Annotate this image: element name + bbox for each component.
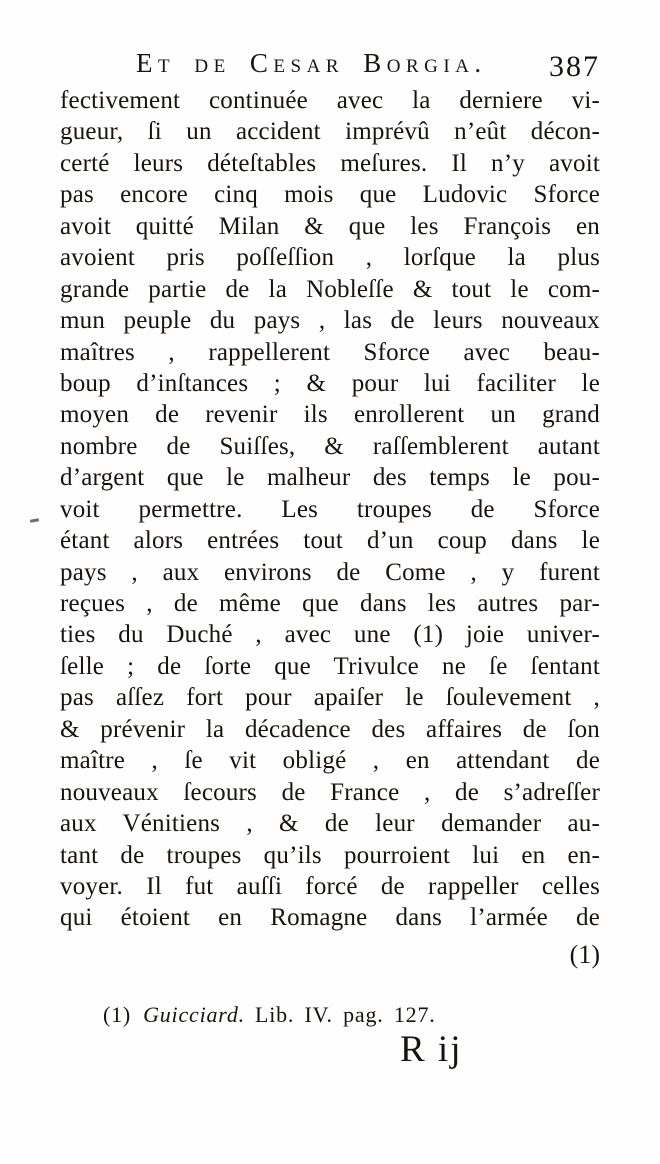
text-line: ties du Duché , avec une (1) joie univer- [60,621,600,649]
footnote-citation: Lib. IV. pag. 127. [254,1002,436,1027]
text-line: qui étoient en Romagne dans l’armée de [60,904,600,932]
footnote [103,1002,436,1028]
text-line: d’argent que le malheur des temps le pou- [60,464,600,492]
text-line: & prévenir la décadence des affaires de ſon [60,715,600,743]
text-line: pas aſſez fort pour apaiſer le ſoulevement , [60,684,600,712]
margin-mark [30,518,39,523]
text-line: voyer. Il fut auſſi forcé de rappeller celles [60,872,600,900]
footnote-author: Guicciard. [143,1002,245,1027]
text-line: boup d’inſtances ; & pour lui faciliter le [60,369,600,397]
text-line: nombre de Suiſſes, & raſſemblerent autant [60,432,600,460]
signature-mark: R ij [400,1029,463,1070]
text-line: ſelle ; de ſorte que Trivulce ne ſe ſentant [60,652,600,680]
text-line: nouveaux ſecours de France , de s’adreſſer [60,778,600,806]
text-line: gueur, ſi un accident imprévû n’eût décon- [60,118,600,146]
text-line: étant alors entrées tout d’un coup dans le [60,527,600,555]
text-line: mun peuple du pays , las de leurs nouveaux [60,307,600,335]
text-line: avoit quitté Milan & que les François en [60,212,600,240]
text-line: moyen de revenir ils enrollerent un grand [60,401,600,429]
text-line: fectivement continuée avec la derniere vi- [60,87,600,114]
text-line: pas encore cinq mois que Ludovic Sforce [60,181,600,209]
text-line: grande partie de la Nobleſſe & tout le com- [60,275,600,303]
page-header [60,46,600,83]
text-line: reçues , de même que dans les autres par- [60,590,600,617]
text-line: avoient pris poſſeſſion , lorſque la plus [60,244,600,272]
text-line: pays , aux environs de Come , y furent [60,558,600,586]
body-text [60,85,600,934]
text-line: voit permettre. Les troupes de Sforce [60,495,600,523]
text-line: tant de troupes qu’ils pourroient lui en en- [60,841,600,869]
page-number: 387 [549,50,600,83]
catchword: (1) [569,940,600,969]
text-line: certé leurs déteſtables meſures. Il n’y avoit [60,149,600,177]
text-line: maître , ſe vit obligé , en attendant de [60,747,600,775]
text-line: maîtres , rappellerent Sforce avec beau- [60,338,600,366]
running-title: Et de Cesar Borgia. [136,48,487,78]
text-line: aux Vénitiens , & de leur demander au- [60,810,600,838]
footnote-marker: (1) [103,1002,132,1027]
